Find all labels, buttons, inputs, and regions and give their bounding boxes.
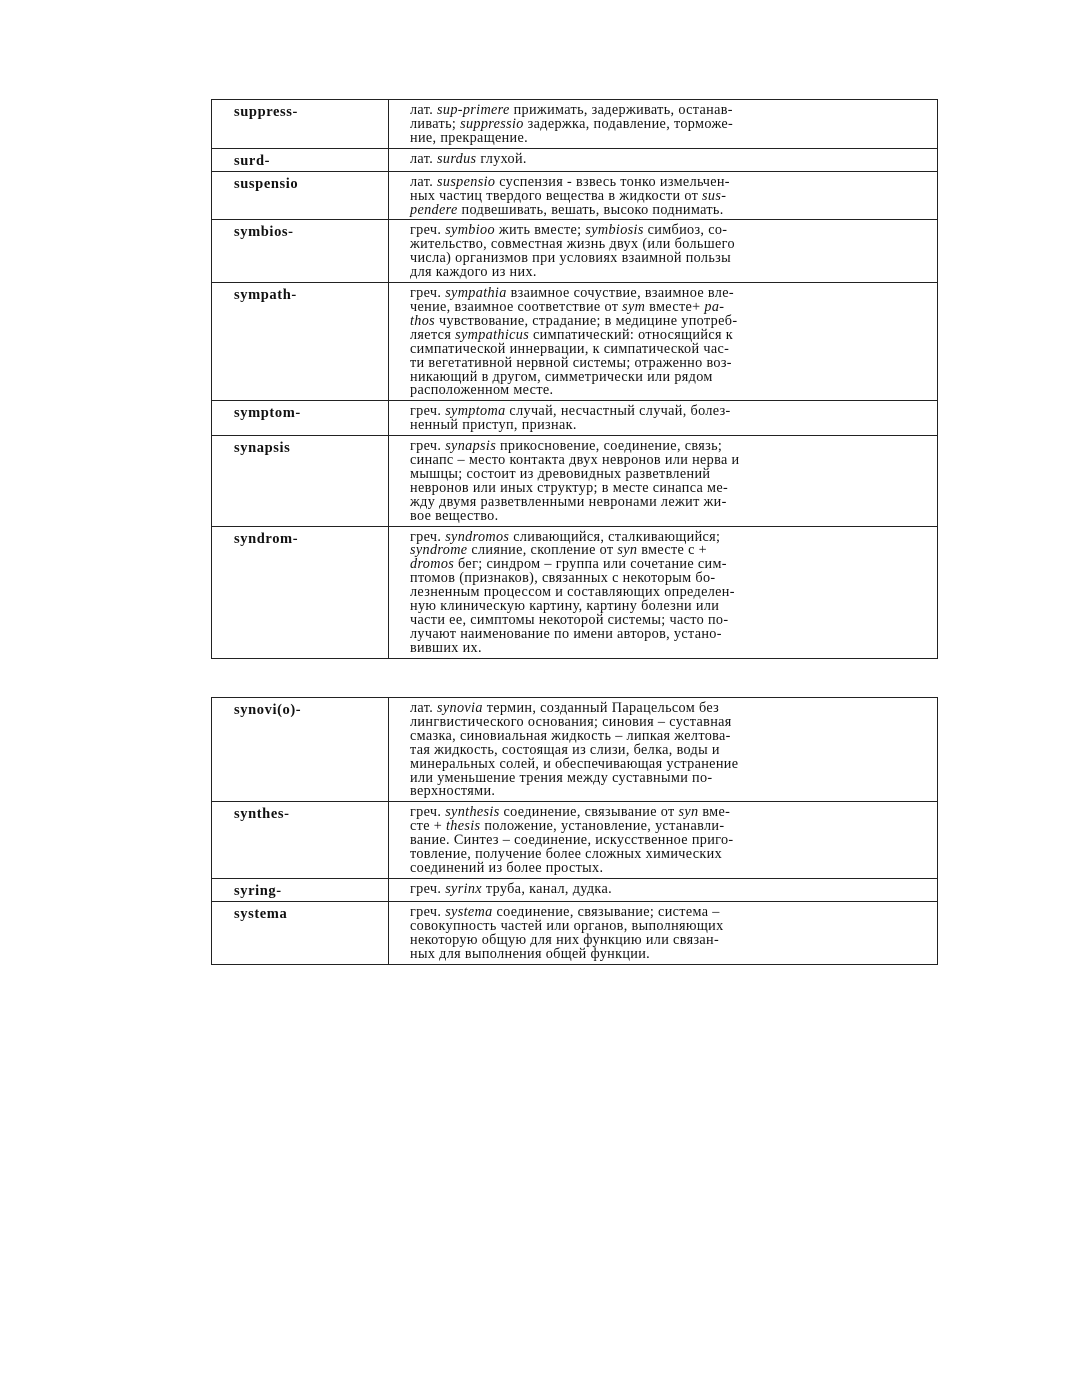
definition-text: симбиоз, со- xyxy=(643,222,728,239)
definition-text: сливающийся, сталкивающийся; xyxy=(509,528,721,545)
latin-greek-term: thesis xyxy=(446,818,481,835)
definition-cell xyxy=(389,698,938,802)
definition-text: ную клиническую картину, картину болезни или xyxy=(410,598,720,615)
definition-line xyxy=(410,859,917,876)
latin-greek-term: syrinx xyxy=(445,880,482,897)
definition-text: задержка, подавление, торможе- xyxy=(523,115,734,132)
definition-text: лингвистического основания; синовия – суставная xyxy=(410,713,732,730)
definition-cell xyxy=(389,436,938,526)
definition-cell xyxy=(389,526,938,658)
definition-text: симпатической иннервации, к симпатической час- xyxy=(410,340,730,357)
definition-text: верхностями. xyxy=(410,783,496,800)
definition-text: ние, прекращение. xyxy=(410,129,529,146)
term-cell: syring- xyxy=(212,878,389,901)
table-row xyxy=(212,436,938,526)
definition-text: некоторую общую для них функцию или связан- xyxy=(410,931,720,948)
table-row xyxy=(212,526,938,658)
table-row xyxy=(212,401,938,436)
definition-text: греч. xyxy=(410,528,446,545)
definition-text: лат. xyxy=(410,700,437,716)
term-cell: symbios- xyxy=(212,220,389,283)
definition-text: суспензия - взвесь тонко измельчен- xyxy=(495,173,730,190)
table-row xyxy=(212,100,938,149)
glossary-table-2 xyxy=(211,697,938,965)
definition-text: глухой. xyxy=(476,150,527,167)
definition-text: слияние, скопление от xyxy=(467,542,618,559)
definition-text: товление, получение более сложных химических xyxy=(410,846,723,863)
definition-line xyxy=(410,384,917,398)
latin-greek-term: symptoma xyxy=(445,403,506,420)
latin-greek-term: synthesis xyxy=(445,804,500,821)
latin-greek-term: sus- xyxy=(702,187,727,204)
definition-text: бег; синдром – группа или сочетание сим- xyxy=(454,556,727,573)
term-cell: suspensio xyxy=(212,171,389,220)
definition-cell xyxy=(389,148,938,171)
definition-cell xyxy=(389,283,938,401)
definition-text: ливать; xyxy=(410,115,461,132)
latin-greek-term: syn xyxy=(617,542,638,559)
definition-text: греч. xyxy=(410,438,446,455)
definition-text: греч. xyxy=(410,285,446,302)
definition-line xyxy=(410,639,917,656)
latin-greek-term: syn xyxy=(678,804,699,821)
definition-line xyxy=(410,880,917,897)
definition-text: расположенном месте. xyxy=(410,382,554,399)
definition-text: греч. xyxy=(410,880,446,897)
definition-text: лат. xyxy=(410,173,437,190)
definition-text: соединение, связывание; система – xyxy=(492,903,720,920)
definition-cell xyxy=(389,220,938,283)
definition-text: для каждого из них. xyxy=(410,264,537,281)
definition-text: вместе с + xyxy=(637,542,707,559)
term-cell: synovi(o)- xyxy=(212,698,389,802)
term-cell: synthes- xyxy=(212,802,389,879)
definition-text: части ее, симптомы некоторой системы; часто по- xyxy=(410,612,729,628)
term-cell: systema xyxy=(212,901,389,964)
definition-cell xyxy=(389,100,938,149)
definition-cell xyxy=(389,901,938,964)
definition-text: синапс – место контакта двух невронов или нерва и xyxy=(410,452,740,469)
table-row xyxy=(212,283,938,401)
latin-greek-term: suspensio xyxy=(437,173,496,190)
definition-line xyxy=(410,785,917,799)
definition-text: чение, взаимное соответствие от xyxy=(410,298,623,315)
term-cell: syndrom- xyxy=(212,526,389,658)
definition-text: лат. xyxy=(410,150,437,167)
definition-line xyxy=(410,625,917,642)
definition-text: числа) организмов при условиях взаимной пользы xyxy=(410,250,732,267)
latin-greek-term: sym xyxy=(622,298,646,315)
definition-text: положение, установление, устанавли- xyxy=(480,818,725,835)
term-cell: sympath- xyxy=(212,283,389,401)
definition-text: взаимное сочуствие, взаимное вле- xyxy=(506,285,734,302)
definition-text: лучают наименование по имени авторов, устано- xyxy=(410,625,722,642)
definition-text: смазка, синовиальная жидкость – липкая желтова- xyxy=(410,727,731,744)
definition-text: лат. xyxy=(410,102,437,118)
definition-text: ти вегетативной нервной системы; отраженно воз- xyxy=(410,354,732,371)
table-row xyxy=(212,698,938,802)
definition-text: случай, несчастный случай, болез- xyxy=(505,403,731,420)
table-row xyxy=(212,878,938,901)
definition-text: жду двумя разветвленными невронами лежит жи- xyxy=(410,493,727,510)
term-cell: surd- xyxy=(212,148,389,171)
latin-greek-term: pa- xyxy=(704,298,725,315)
definition-text: минеральных солей, и обеспечивающая устранение xyxy=(410,755,739,772)
latin-greek-term: sympathia xyxy=(445,285,507,302)
definition-text: жительство, совместная жизнь двух (или большего xyxy=(410,236,735,253)
definition-line xyxy=(410,129,917,146)
definition-text: ляется xyxy=(410,326,456,343)
table-row xyxy=(212,171,938,220)
definition-text: соединение, связывание от xyxy=(499,804,679,821)
term-cell: suppress- xyxy=(212,100,389,149)
definition-text: чувствование, страдание; в медицине употреб- xyxy=(435,312,738,329)
definition-text: вивших их. xyxy=(410,639,482,656)
latin-greek-term: syndrome xyxy=(410,542,468,559)
definition-text: вое вещество. xyxy=(410,507,499,524)
definition-cell xyxy=(389,171,938,220)
definition-text: греч. xyxy=(410,403,446,420)
latin-greek-term: syndromos xyxy=(445,528,510,545)
definition-line xyxy=(410,150,917,167)
glossary-table-1 xyxy=(211,99,938,659)
definition-line xyxy=(410,945,917,962)
definition-text: труба, канал, дудка. xyxy=(481,880,612,897)
definition-text: ненный приступ, признак. xyxy=(410,417,577,434)
definition-text: жить вместе; xyxy=(494,222,586,239)
definition-text: совокупность частей или органов, выполняющих xyxy=(410,917,724,934)
definition-text: невронов или иных структур; в месте синапса ме- xyxy=(410,479,729,496)
definition-text: греч. xyxy=(410,903,446,920)
definition-text: прикосновение, соединение, связь; xyxy=(496,438,723,455)
definition-text: прижимать, задерживать, останав- xyxy=(509,102,733,118)
latin-greek-term: symbioo xyxy=(445,222,495,239)
definition-text: сте + xyxy=(410,818,446,835)
definition-text: тая жидкость, состоящая из слизи, белка, воды и xyxy=(410,741,720,758)
definition-text: ных частиц твердого вещества в жидкости от xyxy=(410,187,703,204)
latin-greek-term: thos xyxy=(410,312,436,329)
definition-line xyxy=(410,266,917,280)
latin-greek-term: symbiosis xyxy=(585,222,644,239)
table-row xyxy=(212,802,938,879)
latin-greek-term: surdus xyxy=(437,150,477,167)
definition-cell xyxy=(389,802,938,879)
latin-greek-term: synovia xyxy=(437,700,483,716)
latin-greek-term: pendere xyxy=(410,201,458,218)
definition-text: термин, созданный Парацельсом без xyxy=(482,700,720,716)
latin-greek-term: sympathicus xyxy=(455,326,530,343)
definition-text: птомов (признаков), связанных с некоторым бо- xyxy=(410,570,716,587)
definition-text: подвешивать, вешать, высоко поднимать. xyxy=(457,201,724,218)
definition-text: греч. xyxy=(410,222,446,239)
definition-line xyxy=(410,201,917,218)
table-row xyxy=(212,901,938,964)
definition-text: никающий в другом, симметрически или рядом xyxy=(410,368,713,385)
term-cell: synapsis xyxy=(212,436,389,526)
definition-text: вме- xyxy=(698,804,731,821)
table-row xyxy=(212,220,938,283)
definition-text: или уменьшение трения между суставными по- xyxy=(410,769,713,786)
term-cell: symptom- xyxy=(212,401,389,436)
definition-cell xyxy=(389,401,938,436)
definition-text: греч. xyxy=(410,804,446,821)
definition-cell xyxy=(389,878,938,901)
latin-greek-term: systema xyxy=(445,903,493,920)
definition-text: ных для выполнения общей функции. xyxy=(410,945,651,962)
latin-greek-term: dromos xyxy=(410,556,455,573)
table-row xyxy=(212,148,938,171)
definition-line xyxy=(410,419,917,433)
definition-line xyxy=(410,507,917,524)
definition-text: мышцы; состоит из древовидных разветвлений xyxy=(410,465,711,482)
latin-greek-term: suppressio xyxy=(460,115,524,132)
definition-text: симпатический: относящийся к xyxy=(529,326,733,343)
definition-text: вание. Синтез – соединение, искусственное приго- xyxy=(410,832,734,849)
latin-greek-term: sup-primere xyxy=(437,102,510,118)
definition-text: вместе+ xyxy=(645,298,705,315)
latin-greek-term: synapsis xyxy=(445,438,497,455)
definition-text: соединений из более простых. xyxy=(410,859,604,876)
definition-text: лезненным процессом и составляющих определен- xyxy=(410,584,735,601)
